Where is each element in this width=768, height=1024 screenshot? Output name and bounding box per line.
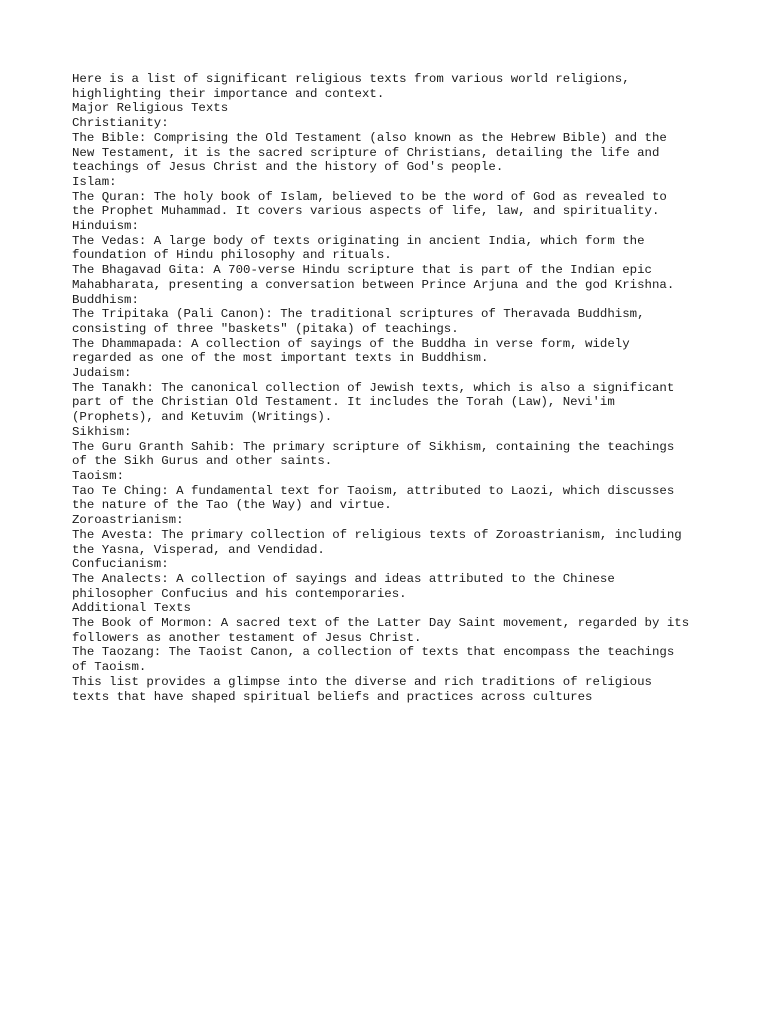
text-line: the Prophet Muhammad. It covers various aspects of life, law, and spirituality. bbox=[72, 204, 660, 219]
text-line: (Prophets), and Ketuvim (Writings). bbox=[72, 410, 333, 425]
text-line: part of the Christian Old Testament. It includes the Torah (Law), Nevi'im bbox=[72, 395, 615, 410]
text-line: The Vedas: A large body of texts originating in ancient India, which form the bbox=[72, 233, 645, 248]
religion-heading-christianity: Christianity: bbox=[72, 116, 169, 131]
religion-heading-sikhism: Sikhism: bbox=[72, 424, 132, 439]
text-line: The Bible: Comprising the Old Testament (also known as the Hebrew Bible) and the bbox=[72, 130, 667, 145]
text-line: consisting of three "baskets" (pitaka) of teachings. bbox=[72, 321, 459, 336]
text-line: The Guru Granth Sahib: The primary scripture of Sikhism, containing the teachings bbox=[72, 439, 675, 454]
text-line: foundation of Hindu philosophy and rituals. bbox=[72, 248, 392, 263]
text-line: The Tanakh: The canonical collection of Jewish texts, which is also a significant bbox=[72, 380, 675, 395]
text-line: of Taoism. bbox=[72, 660, 147, 675]
text-line: of the Sikh Gurus and other saints. bbox=[72, 454, 333, 469]
religion-heading-hinduism: Hinduism: bbox=[72, 219, 139, 234]
text-line: the Yasna, Visperad, and Vendidad. bbox=[72, 542, 325, 557]
document-page bbox=[72, 72, 712, 704]
text-line: Tao Te Ching: A fundamental text for Taoism, attributed to Laozi, which discusses bbox=[72, 483, 675, 498]
text-line: The Bhagavad Gita: A 700-verse Hindu scripture that is part of the Indian epic bbox=[72, 263, 652, 278]
religion-heading-buddhism: Buddhism: bbox=[72, 292, 139, 307]
intro-line-1: Here is a list of significant religious texts from various world religions, bbox=[72, 72, 630, 86]
religion-heading-islam: Islam: bbox=[72, 174, 117, 189]
text-line: The Tripitaka (Pali Canon): The traditional scriptures of Theravada Buddhism, bbox=[72, 307, 645, 322]
text-line: The Avesta: The primary collection of religious texts of Zoroastrianism, including bbox=[72, 527, 682, 542]
text-line: regarded as one of the most important texts in Buddhism. bbox=[72, 351, 489, 366]
closing-line-1: This list provides a glimpse into the diverse and rich traditions of religious bbox=[72, 674, 652, 689]
text-line: the nature of the Tao (the Way) and virtue. bbox=[72, 498, 392, 513]
text-line: The Book of Mormon: A sacred text of the Latter Day Saint movement, regarded by its bbox=[72, 616, 690, 631]
closing-line-2: texts that have shaped spiritual beliefs and practices across cultures bbox=[72, 689, 593, 704]
religion-heading-zoroastrianism: Zoroastrianism: bbox=[72, 513, 184, 528]
intro-line-2: highlighting their importance and context. bbox=[72, 86, 385, 101]
section-heading-major-texts: Major Religious Texts bbox=[72, 101, 229, 116]
religion-heading-taoism: Taoism: bbox=[72, 468, 125, 483]
text-line: New Testament, it is the sacred scripture of Christians, detailing the life and bbox=[72, 145, 660, 160]
text-line: The Analects: A collection of sayings and ideas attributed to the Chinese bbox=[72, 571, 615, 586]
religion-heading-judaism: Judaism: bbox=[72, 366, 132, 381]
section-heading-additional-texts: Additional Texts bbox=[72, 601, 191, 616]
text-line: followers as another testament of Jesus Christ. bbox=[72, 630, 422, 645]
text-line: The Quran: The holy book of Islam, believed to be the word of God as revealed to bbox=[72, 189, 667, 204]
text-line: The Dhammapada: A collection of sayings of the Buddha in verse form, widely bbox=[72, 336, 630, 351]
text-line: The Taozang: The Taoist Canon, a collection of texts that encompass the teachings bbox=[72, 645, 675, 660]
religion-heading-confucianism: Confucianism: bbox=[72, 557, 169, 572]
text-line: teachings of Jesus Christ and the history of God's people. bbox=[72, 160, 504, 175]
text-line: philosopher Confucius and his contemporaries. bbox=[72, 586, 407, 601]
text-line: Mahabharata, presenting a conversation between Prince Arjuna and the god Krishna. bbox=[72, 277, 675, 292]
